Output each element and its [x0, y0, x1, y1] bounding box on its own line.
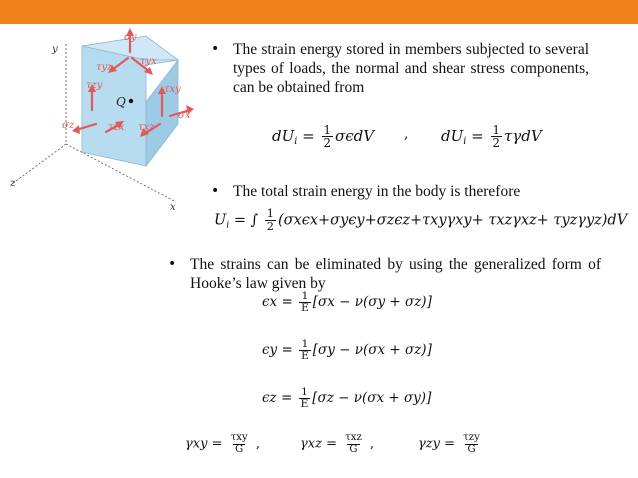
bullet-total-energy — [211, 182, 593, 201]
bullet-strain-energy — [211, 40, 589, 97]
shear-strain-zy: γzy = $\frac{\text{τzy}}{G}$ — [418, 432, 480, 455]
point-q-label: Q — [116, 95, 126, 109]
shear-strain-xz: γxz = $\frac{\text{τxz}}{G}$ , — [300, 432, 375, 455]
z-axis-label: z — [10, 178, 16, 189]
shear-strain-xy: γxy = $\frac{\text{τxy}}{G}$ , — [185, 432, 260, 455]
bullet-text: The strains can be eliminated by using the generalized form of Hooke’s law given by — [190, 256, 601, 292]
point-q-dot — [129, 99, 133, 103]
bullet-text: The strain energy stored in members subjected to several types of loads, the normal and shear stress components, can be obtained from — [233, 41, 589, 96]
bullet-hookes-law — [168, 255, 601, 293]
bullet-text: The total strain energy in the body is therefore — [233, 183, 521, 200]
tau-zy-label: τzy — [86, 80, 103, 91]
tau-yz-label: τyz — [96, 62, 113, 73]
tau-yx-label: τyx — [140, 56, 157, 67]
bullet-dot: • — [211, 183, 220, 199]
tau-zx-label: τzx — [108, 122, 125, 133]
bullet-dot: • — [211, 41, 220, 57]
hooke-equation-y: ϵy = $\frac{1}{E}$ [σy − ν(σx + σz)] — [262, 338, 432, 363]
tau-xy-label: τxy — [164, 84, 181, 95]
bullet-dot: • — [168, 256, 177, 272]
tau-xz-label: τxz — [138, 122, 155, 133]
title-bar — [0, 0, 638, 24]
equation-separator: , — [404, 126, 409, 142]
z-axis — [12, 144, 66, 184]
energy-density-equation-shear: $dU_i$ = $\frac{1}{2}$ τγdV — [441, 123, 542, 151]
hooke-equation-x: ϵx = $\frac{1}{E}$ [σx − ν(σy + σz)] — [262, 290, 432, 315]
sigma-x-label: σx — [178, 110, 191, 121]
energy-density-equation-normal: $dU_i$ = $\frac{1}{2}$ σϵdV — [272, 123, 375, 151]
total-strain-energy-equation: $U_i$ = ∫ $\frac{1}{2}$ (σxϵx+σyϵy+σzϵz+τxyγxy+ τxzγxz+ τyzγyz)dV — [214, 207, 628, 233]
stress-element-figure — [0, 24, 215, 220]
hooke-equation-z: ϵz = $\frac{1}{E}$ [σz − ν(σx + σy)] — [262, 386, 432, 411]
y-axis-label: y — [52, 44, 58, 55]
sigma-y-label: σy — [124, 32, 137, 43]
x-axis-label: x — [170, 202, 176, 213]
sigma-z-label: σz — [62, 120, 75, 131]
